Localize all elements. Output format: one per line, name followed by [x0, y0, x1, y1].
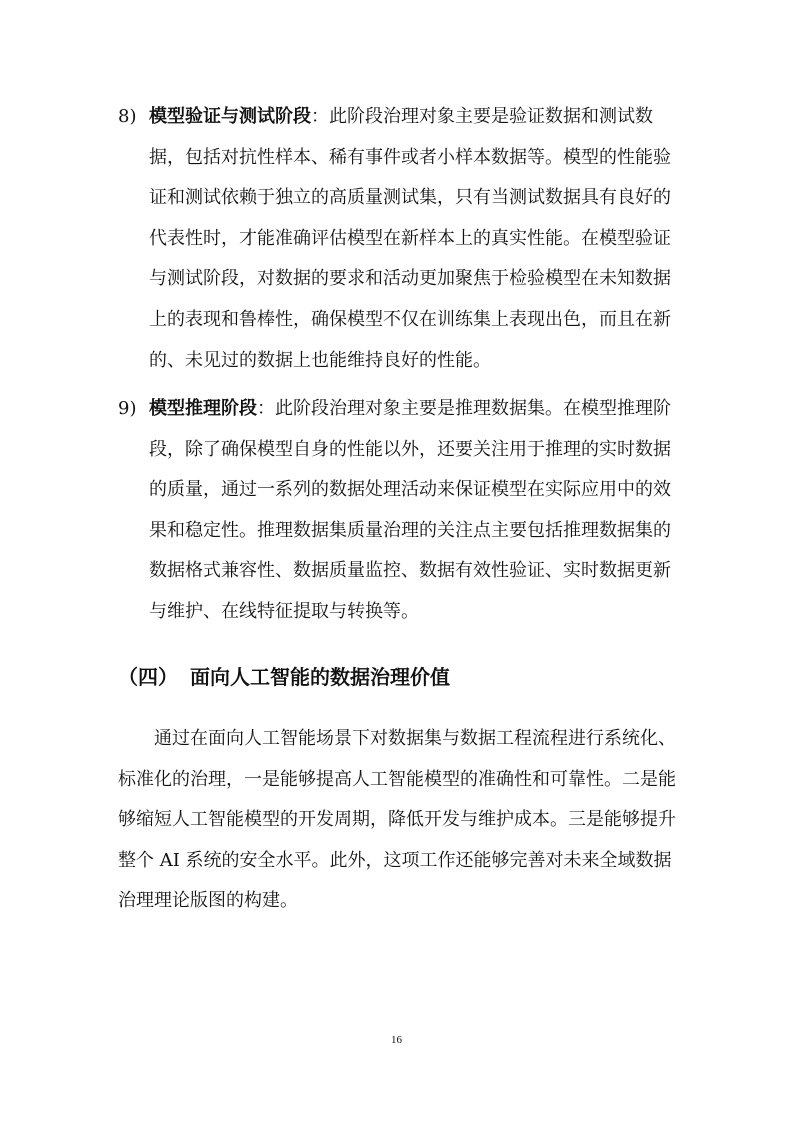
list-number: 8): [118, 106, 137, 127]
body-paragraph: 通过在面向人工智能场景下对数据集与数据工程流程进行系统化、标准化的治理，一是能够提高人工智能模型的准确性和可靠性。二是能够缩短人工智能模型的开发周期，降低开发与维护成本。三是能够提升整个 AI 系统的安全水平。此外，这项工作还能够完善对未来全域数据治理理论版图的构建。: [118, 728, 676, 911]
list-item-body: [149, 97, 688, 381]
page-number: 16: [391, 1034, 402, 1046]
list-item-text: ：此阶段治理对象主要是验证数据和测试数据，包括对抗性样本、稀有事件或者小样本数据等。模型的性能验证和测试依赖于独立的高质量测试集，只有当测试数据具有良好的代表性时，才能准确评估模型在新样本上的真实性能。在模型验证与测试阶段，对数据的要求和活动更加聚焦于检验模型在未知数据上的表现和鲁棒性，确保模型不仅在训练集上表现出色，而且在新的、未见过的数据上也能维持良好的性能。: [149, 106, 671, 371]
list-item-body: [149, 389, 688, 633]
list-item-heading: 模型验证与测试阶段: [149, 106, 311, 127]
section-title-text: 面向人工智能的数据治理价值: [190, 665, 450, 689]
section-heading: [118, 660, 450, 694]
list-item-text: ：此阶段治理对象主要是推理数据集。在模型推理阶段，除了确保模型自身的性能以外，还要关注用于推理的实时数据的质量，通过一系列的数据处理活动来保证模型在实际应用中的效果和稳定性。推理数据集质量治理的关注点主要包括推理数据集的数据格式兼容性、数据质量监控、数据有效性验证、实时数据更新与维护、在线特征提取与转换等。: [149, 398, 671, 622]
section-number: （四）: [118, 665, 178, 689]
list-number: 9): [118, 398, 137, 419]
list-item-9: [118, 389, 688, 633]
list-item-8: [118, 97, 688, 381]
list-item-heading: 模型推理阶段: [149, 398, 257, 419]
